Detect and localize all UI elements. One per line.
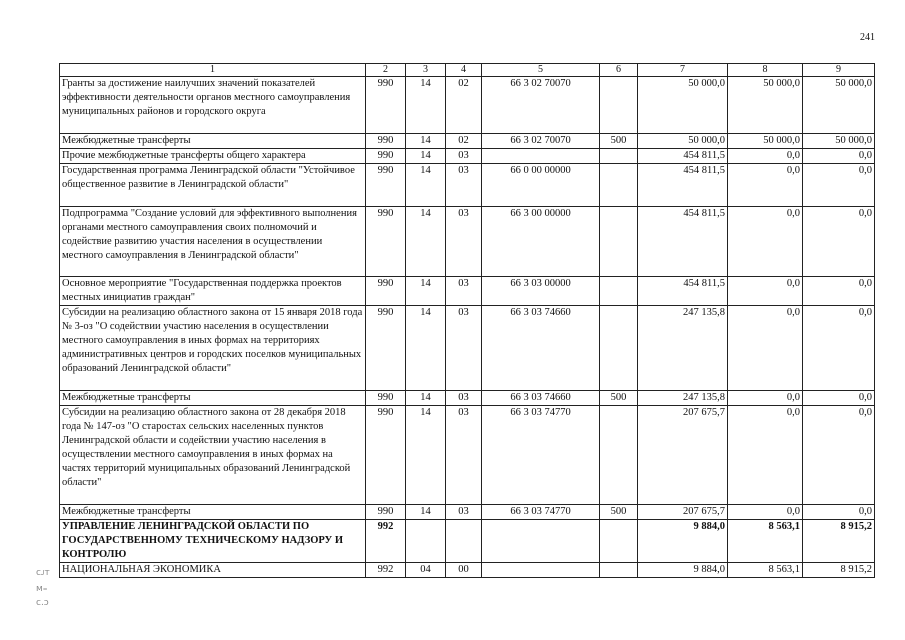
amount-col7: 50 000,0 [638, 134, 728, 149]
amount-col8: 0,0 [728, 207, 803, 277]
admin-code: 990 [366, 149, 406, 164]
subsection-code: 03 [446, 149, 482, 164]
admin-code: 990 [366, 505, 406, 520]
amount-col8: 0,0 [728, 164, 803, 207]
table-row [60, 164, 875, 207]
target-article: 66 3 03 00000 [482, 277, 600, 306]
header-cell: 9 [803, 64, 875, 77]
admin-code: 990 [366, 306, 406, 391]
amount-col8: 50 000,0 [728, 134, 803, 149]
expense-type: 500 [600, 505, 638, 520]
amount-col8: 0,0 [728, 505, 803, 520]
amount-col7: 454 811,5 [638, 164, 728, 207]
section-code: 14 [406, 277, 446, 306]
table-row [60, 563, 875, 578]
amount-col8: 0,0 [728, 149, 803, 164]
header-cell: 5 [482, 64, 600, 77]
amount-col9: 0,0 [803, 149, 875, 164]
item-name: УПРАВЛЕНИЕ ЛЕНИНГРАДСКОЙ ОБЛАСТИ ПО ГОСУДАРСТВЕННОМУ ТЕХНИЧЕСКОМУ НАДЗОРУ И КОНТРОЛЮ [60, 520, 366, 563]
admin-code: 990 [366, 207, 406, 277]
admin-code: 990 [366, 164, 406, 207]
table-row [60, 406, 875, 505]
subsection-code: 03 [446, 406, 482, 505]
amount-col9: 0,0 [803, 164, 875, 207]
amount-col9: 8 915,2 [803, 563, 875, 578]
amount-col9: 0,0 [803, 306, 875, 391]
section-code: 14 [406, 306, 446, 391]
admin-code: 990 [366, 391, 406, 406]
header-cell: 6 [600, 64, 638, 77]
item-name: Подпрограмма "Создание условий для эффективного выполнения органами местного самоуправления своих полномочий и содействие развитию участия населения в осуществлении местного самоуправления в Ленинградской области" [60, 207, 366, 277]
amount-col9: 8 915,2 [803, 520, 875, 563]
amount-col7: 9 884,0 [638, 520, 728, 563]
table-row [60, 207, 875, 277]
amount-col8: 50 000,0 [728, 77, 803, 134]
header-cell: 1 [60, 64, 366, 77]
table-row [60, 391, 875, 406]
expense-type [600, 406, 638, 505]
subsection-code: 02 [446, 134, 482, 149]
amount-col7: 454 811,5 [638, 277, 728, 306]
subsection-code: 03 [446, 277, 482, 306]
table-row [60, 149, 875, 164]
subsection-code: 03 [446, 505, 482, 520]
table-row [60, 77, 875, 134]
target-article: 66 3 03 74660 [482, 306, 600, 391]
amount-col9: 0,0 [803, 406, 875, 505]
target-article: 66 3 02 70070 [482, 77, 600, 134]
item-name: Прочие межбюджетные трансферты общего характера [60, 149, 366, 164]
amount-col8: 0,0 [728, 391, 803, 406]
table-row [60, 520, 875, 563]
amount-col9: 0,0 [803, 391, 875, 406]
header-cell: 2 [366, 64, 406, 77]
expense-type: 500 [600, 391, 638, 406]
amount-col9: 0,0 [803, 505, 875, 520]
expense-type [600, 277, 638, 306]
item-name: Межбюджетные трансферты [60, 391, 366, 406]
target-article: 66 3 03 74770 [482, 505, 600, 520]
admin-code: 990 [366, 406, 406, 505]
item-name: Государственная программа Ленинградской области "Устойчивое общественное развитие в Ленинградской области" [60, 164, 366, 207]
item-name: Межбюджетные трансферты [60, 505, 366, 520]
target-article: 66 0 00 00000 [482, 164, 600, 207]
expense-type [600, 520, 638, 563]
amount-col7: 454 811,5 [638, 149, 728, 164]
section-code: 14 [406, 134, 446, 149]
target-article [482, 520, 600, 563]
table-row [60, 134, 875, 149]
margin-stamp-mark: ᴄᴊᴛ [36, 568, 50, 578]
target-article [482, 563, 600, 578]
header-cell: 7 [638, 64, 728, 77]
margin-stamp-mark: ᴍ₌ [36, 584, 48, 594]
section-code: 04 [406, 563, 446, 578]
item-name: Межбюджетные трансферты [60, 134, 366, 149]
header-cell: 8 [728, 64, 803, 77]
header-cell: 3 [406, 64, 446, 77]
section-code: 14 [406, 505, 446, 520]
amount-col8: 8 563,1 [728, 563, 803, 578]
amount-col9: 50 000,0 [803, 134, 875, 149]
amount-col9: 50 000,0 [803, 77, 875, 134]
amount-col8: 8 563,1 [728, 520, 803, 563]
subsection-code [446, 520, 482, 563]
margin-stamp-mark: ᴄ.ɔ [36, 598, 49, 608]
amount-col7: 247 135,8 [638, 306, 728, 391]
section-code: 14 [406, 77, 446, 134]
amount-col7: 9 884,0 [638, 563, 728, 578]
expense-type [600, 77, 638, 134]
expense-type [600, 563, 638, 578]
amount-col8: 0,0 [728, 306, 803, 391]
admin-code: 990 [366, 77, 406, 134]
item-name: НАЦИОНАЛЬНАЯ ЭКОНОМИКА [60, 563, 366, 578]
expense-type [600, 149, 638, 164]
section-code: 14 [406, 149, 446, 164]
section-code: 14 [406, 164, 446, 207]
table-row [60, 277, 875, 306]
table-row [60, 505, 875, 520]
admin-code: 992 [366, 563, 406, 578]
item-name: Субсидии на реализацию областного закона от 28 декабря 2018 года № 147-оз "О старостах сельских населенных пунктов Ленинградской области и содействии участию населения в осуществлении местного самоуправления в иных формах на частях территорий муниципальных образований Ленинградской области" [60, 406, 366, 505]
target-article: 66 3 00 00000 [482, 207, 600, 277]
item-name: Субсидии на реализацию областного закона от 15 января 2018 года № 3-оз "О содействии участию населения в осуществлении местного самоуправления в иных формах на территориях административных центров и городских поселков муниципальных образований Ленинградской области" [60, 306, 366, 391]
target-article: 66 3 03 74660 [482, 391, 600, 406]
amount-col7: 207 675,7 [638, 505, 728, 520]
budget-table [59, 63, 875, 578]
subsection-code: 03 [446, 207, 482, 277]
subsection-code: 00 [446, 563, 482, 578]
admin-code: 992 [366, 520, 406, 563]
expense-type [600, 306, 638, 391]
amount-col8: 0,0 [728, 406, 803, 505]
target-article: 66 3 03 74770 [482, 406, 600, 505]
expense-type: 500 [600, 134, 638, 149]
amount-col7: 247 135,8 [638, 391, 728, 406]
item-name: Основное мероприятие "Государственная поддержка проектов местных инициатив граждан" [60, 277, 366, 306]
subsection-code: 03 [446, 164, 482, 207]
amount-col7: 207 675,7 [638, 406, 728, 505]
target-article: 66 3 02 70070 [482, 134, 600, 149]
amount-col7: 454 811,5 [638, 207, 728, 277]
amount-col9: 0,0 [803, 277, 875, 306]
header-cell: 4 [446, 64, 482, 77]
amount-col9: 0,0 [803, 207, 875, 277]
table-row [60, 306, 875, 391]
expense-type [600, 164, 638, 207]
section-code: 14 [406, 406, 446, 505]
section-code [406, 520, 446, 563]
item-name: Гранты за достижение наилучших значений показателей эффективности деятельности органов местного самоуправления муниципальных районов и городского округа [60, 77, 366, 134]
admin-code: 990 [366, 134, 406, 149]
admin-code: 990 [366, 277, 406, 306]
section-code: 14 [406, 207, 446, 277]
subsection-code: 03 [446, 391, 482, 406]
expense-type [600, 207, 638, 277]
amount-col7: 50 000,0 [638, 77, 728, 134]
section-code: 14 [406, 391, 446, 406]
page-number: 241 [860, 32, 875, 43]
target-article [482, 149, 600, 164]
subsection-code: 03 [446, 306, 482, 391]
subsection-code: 02 [446, 77, 482, 134]
amount-col8: 0,0 [728, 277, 803, 306]
header-row [60, 64, 875, 77]
